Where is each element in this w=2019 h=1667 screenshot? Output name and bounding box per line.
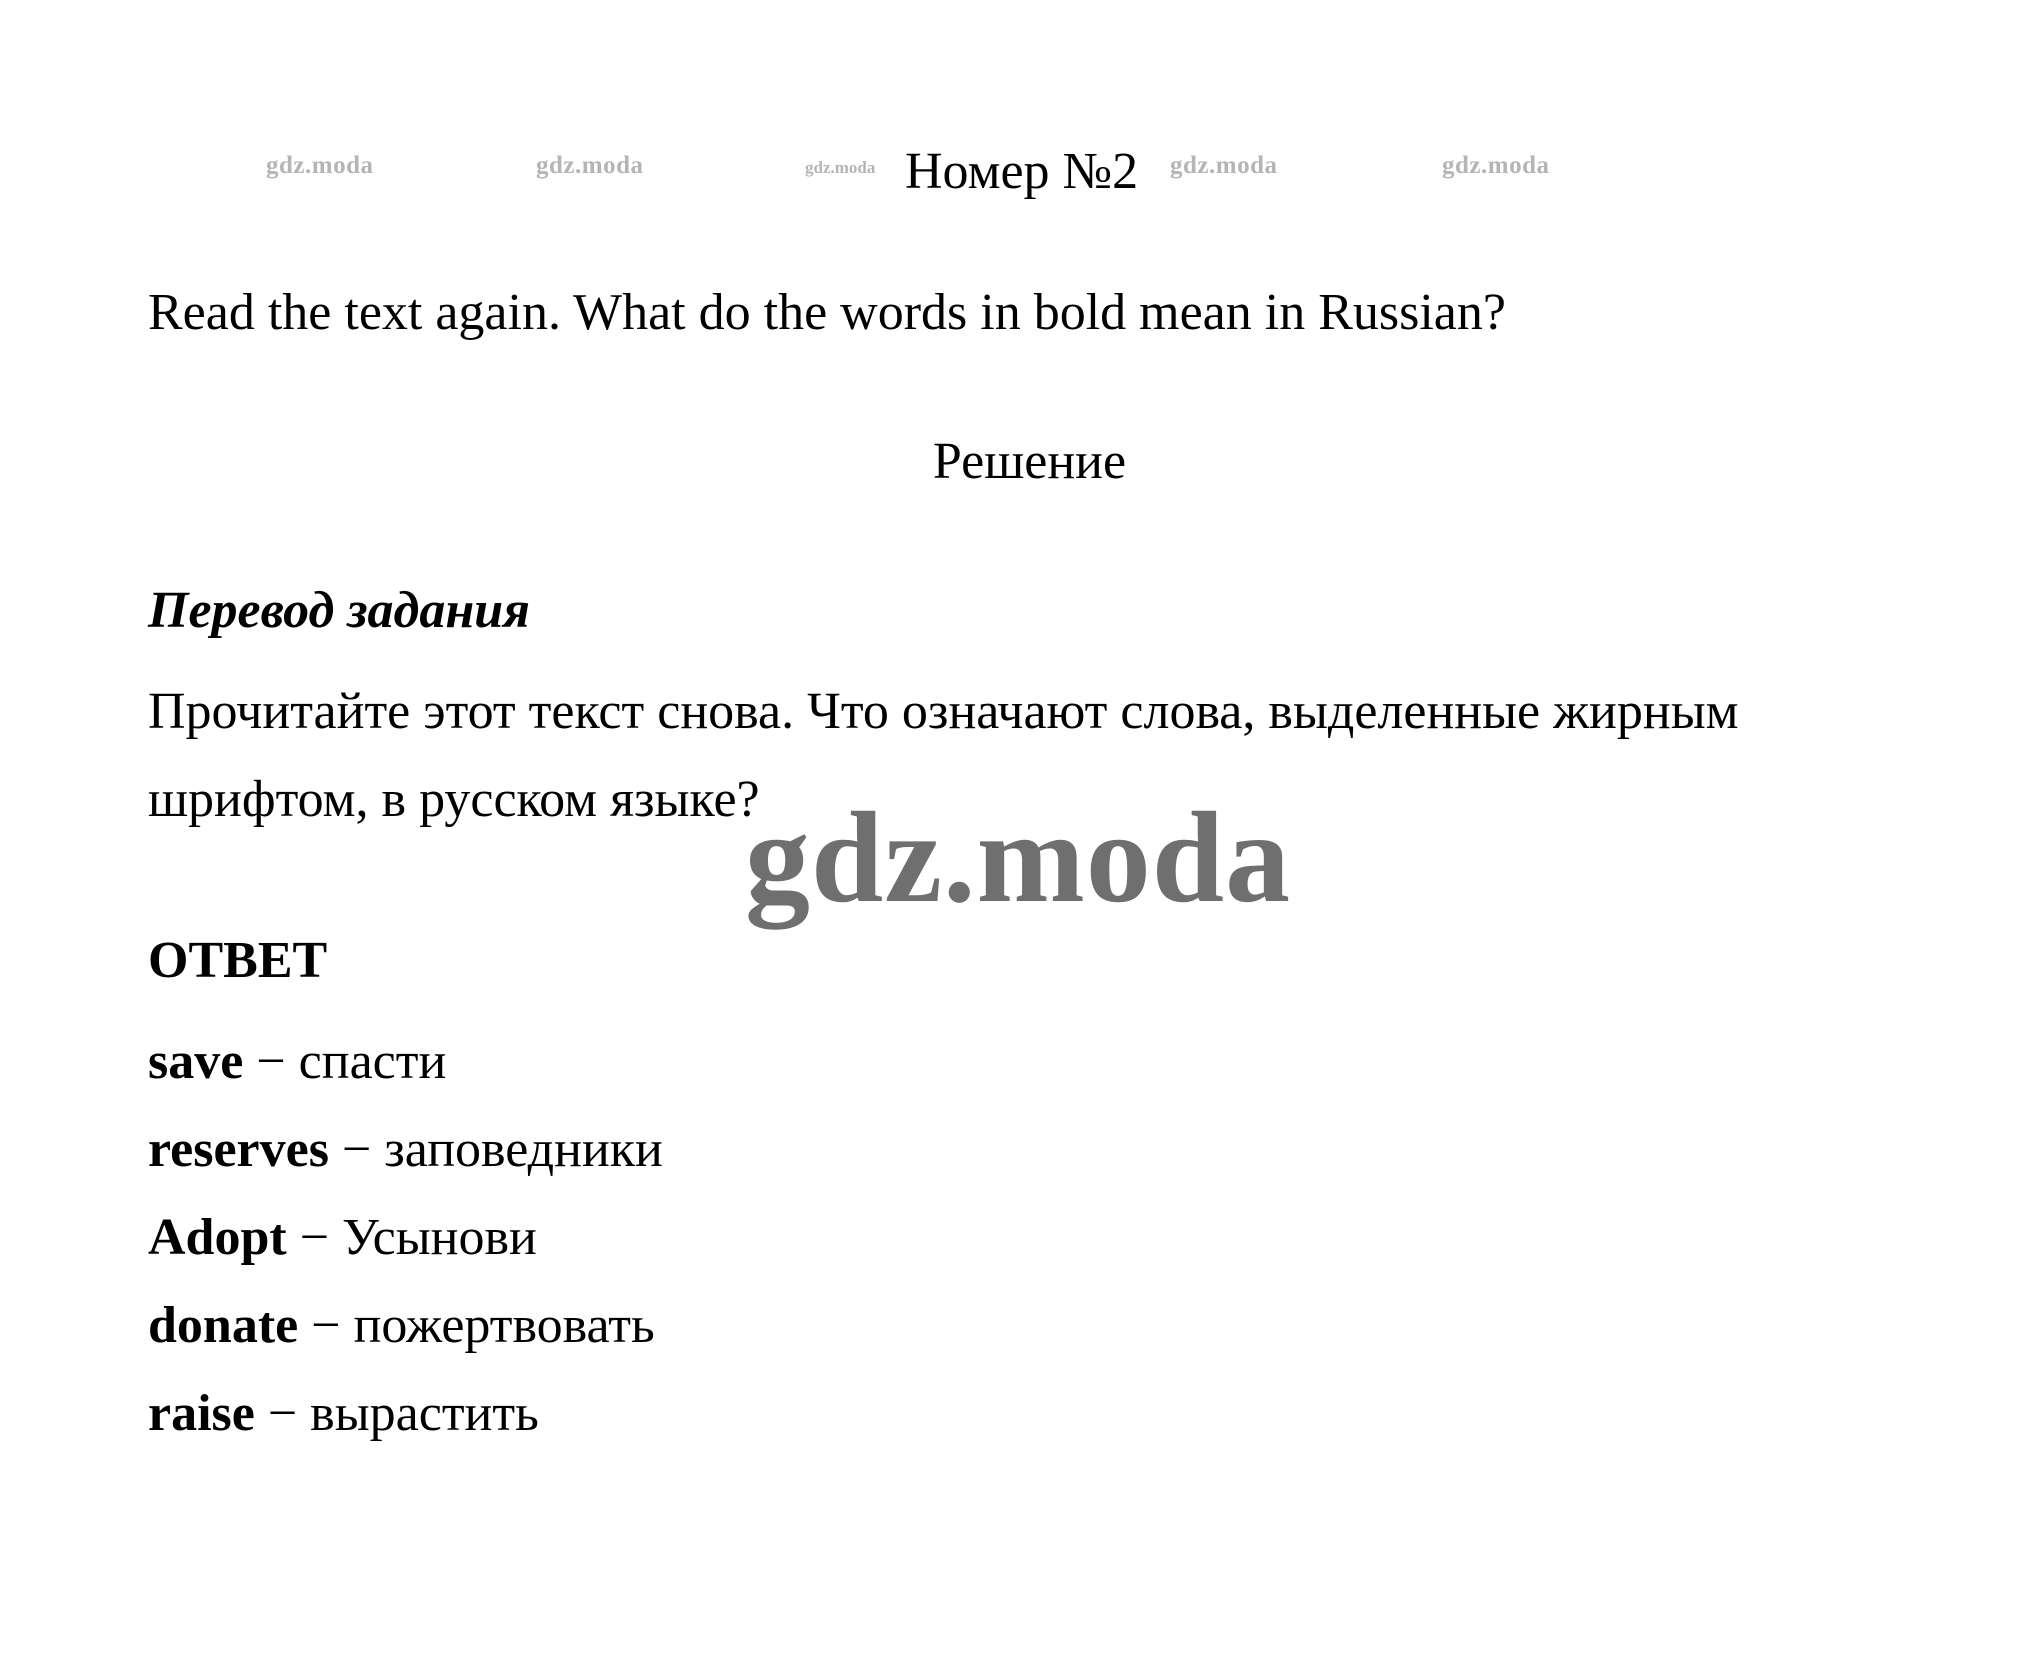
answer-list bbox=[148, 1018, 663, 1458]
answer-separator: − bbox=[254, 1385, 311, 1442]
answer-separator: − bbox=[286, 1209, 343, 1266]
answer-item bbox=[148, 1106, 663, 1194]
answer-translation: заповедники bbox=[384, 1121, 663, 1178]
answer-term: reserves bbox=[148, 1121, 329, 1178]
answer-term: save bbox=[148, 1033, 244, 1090]
answer-translation: спасти bbox=[298, 1033, 447, 1090]
watermark-small-4: gdz.moda bbox=[1442, 152, 1550, 179]
watermark-small-1: gdz.moda bbox=[266, 152, 374, 179]
page-title: Номер №2 bbox=[905, 143, 1139, 200]
answer-item bbox=[148, 1282, 663, 1370]
answer-term: raise bbox=[148, 1385, 255, 1442]
task-text: Read the text again. What do the words in bold mean in Russian? bbox=[148, 284, 1506, 341]
answer-term: Adopt bbox=[148, 1209, 287, 1266]
answer-separator: − bbox=[298, 1297, 354, 1354]
answer-translation: Усынови bbox=[342, 1209, 537, 1266]
answer-item bbox=[148, 1194, 663, 1282]
watermark-small-2: gdz.moda bbox=[536, 152, 644, 179]
watermark-large: gdz.moda bbox=[745, 786, 1292, 930]
answer-translation: пожертвовать bbox=[353, 1297, 655, 1354]
answer-item bbox=[148, 1370, 663, 1458]
translation-heading: Перевод задания bbox=[148, 582, 530, 639]
translation-text: Прочитайте этот текст снова. Что означают слова, выделенные жирным шрифтом, в русском языке? bbox=[148, 683, 1739, 828]
answer-separator: − bbox=[243, 1033, 299, 1090]
answer-heading: ОТВЕТ bbox=[148, 932, 328, 989]
answer-term: donate bbox=[148, 1297, 299, 1354]
watermark-small-3: gdz.moda bbox=[1170, 152, 1278, 179]
solution-label: Решение bbox=[932, 433, 1127, 490]
watermark-tiny: gdz.moda bbox=[805, 158, 876, 177]
answer-translation: вырастить bbox=[310, 1385, 539, 1442]
answer-item bbox=[148, 1018, 663, 1106]
answer-separator: − bbox=[328, 1121, 385, 1178]
